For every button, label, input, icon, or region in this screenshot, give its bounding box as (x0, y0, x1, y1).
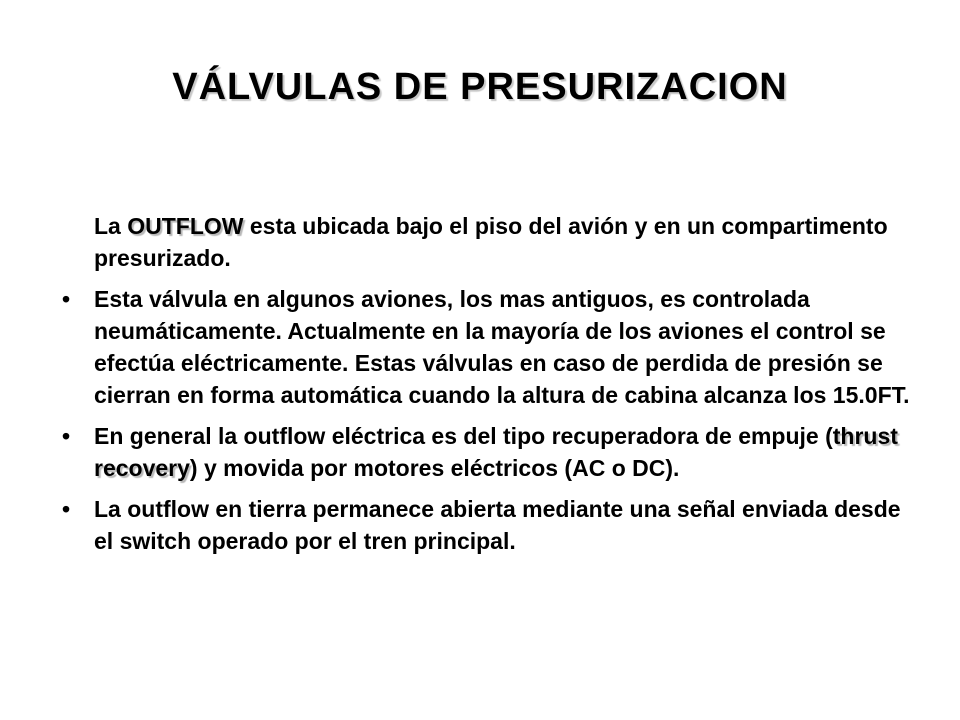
bullet-text-3: La outflow en tierra permanece abierta mediante una señal enviada desde el switch operado por el tren principal. (94, 496, 901, 554)
bullet-text-2-after: ) y movida por motores eléctricos (AC o DC). (189, 455, 680, 481)
bullet-item-1 (58, 283, 918, 411)
thrust-recovery-highlight: thrust recovery (94, 423, 898, 481)
intro-text-before: La (94, 213, 128, 239)
bullet-text-1: Esta válvula en algunos aviones, los mas antiguos, es controlada neumáticamente. Actualmente en la mayoría de los aviones el control se efectúa eléctricamente. Estas válvulas en caso de perdida de presión se cierran en forma automática cuando la altura de cabina alcanza los 15.0FT. (94, 286, 910, 408)
intro-paragraph (58, 210, 918, 274)
intro-text-after: esta ubicada bajo el piso del avión y en un compartimento presurizado. (94, 213, 888, 271)
bullet-item-3 (58, 493, 918, 557)
bullet-icon: • (62, 496, 71, 522)
bullet-icon: • (62, 286, 71, 312)
bullet-item-2 (58, 420, 918, 484)
bullet-text-2-before: En general la outflow eléctrica es del tipo recuperadora de empuje ( (94, 423, 833, 449)
slide-title: VÁLVULAS DE PRESURIZACION (172, 66, 788, 108)
slide-body (58, 210, 918, 566)
bullet-icon: • (62, 423, 71, 449)
outflow-highlight: OUTFLOW (127, 213, 244, 239)
